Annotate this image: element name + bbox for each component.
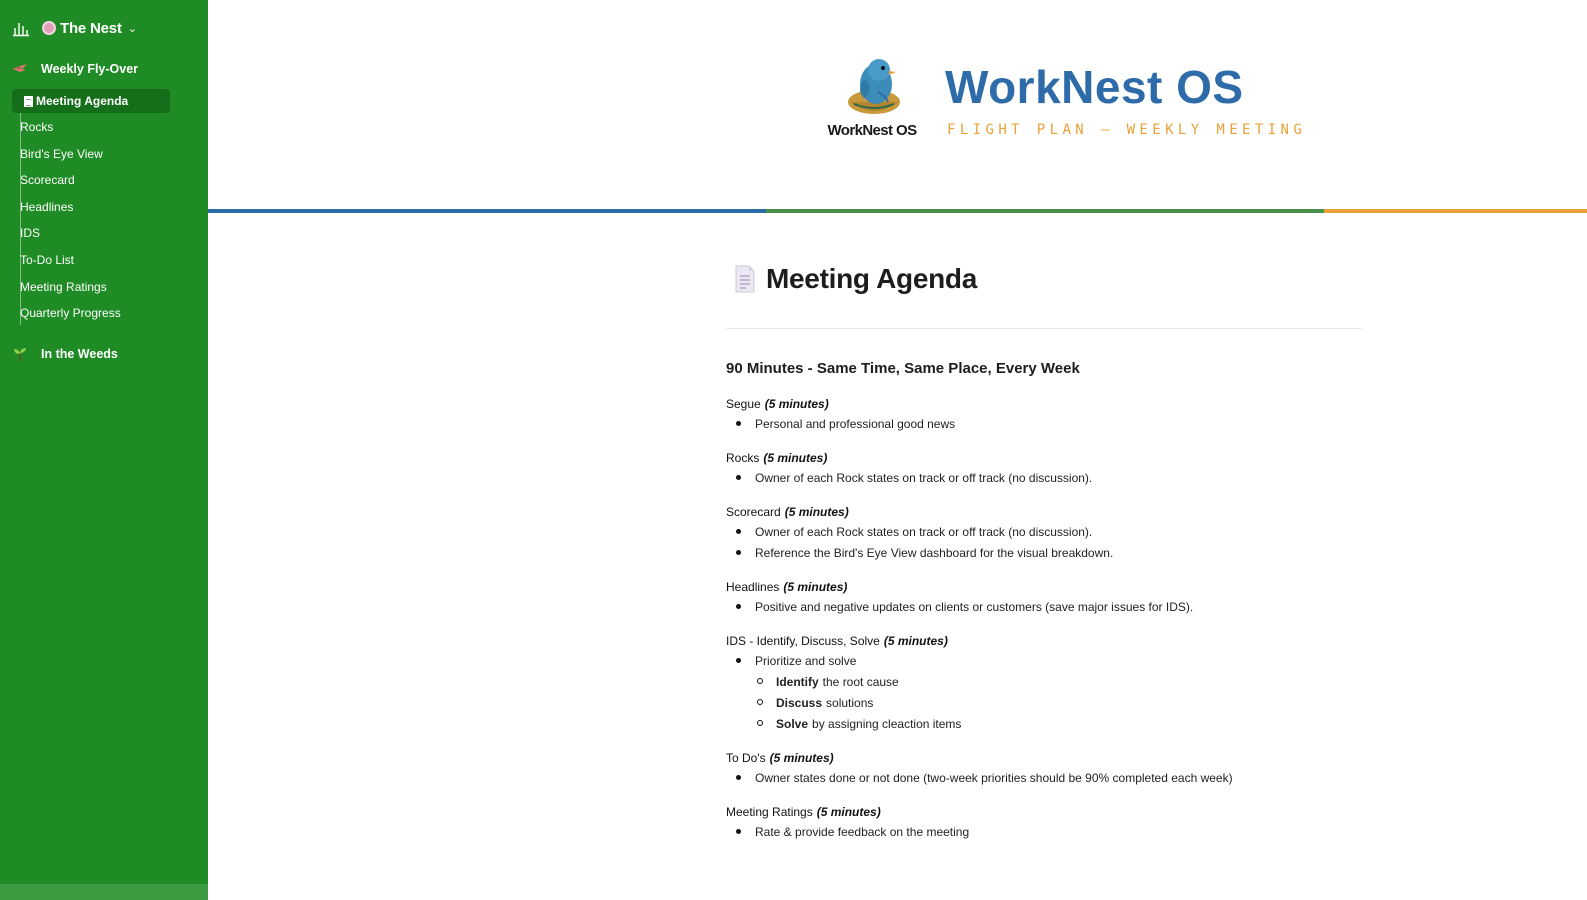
workspace-name: The Nest — [60, 19, 122, 37]
agenda-section-segue — [726, 394, 1362, 434]
agenda-section-rocks — [726, 448, 1362, 488]
sidebar-item-label: Meeting Ratings — [20, 280, 107, 294]
list-item: Owner states done or not done (two-week priorities should be 90% completed each week) — [726, 767, 1362, 788]
page-title-row — [726, 264, 1362, 294]
sidebar-item-ids[interactable] — [20, 221, 178, 245]
section-heading — [726, 802, 1362, 821]
sidebar-footer — [0, 884, 208, 900]
sub-item-keyword: Identify — [776, 674, 819, 689]
page-title: Meeting Agenda — [766, 263, 977, 294]
sidebar-item-label: Quarterly Progress — [20, 306, 121, 320]
sidebar-item-headlines[interactable] — [20, 195, 178, 219]
sidebar-group-weekly-fly-over[interactable] — [12, 62, 138, 76]
sidebar-item-rocks[interactable] — [20, 115, 178, 139]
banner-stripe-blue — [208, 209, 766, 213]
section-name: Rocks — [726, 450, 760, 465]
section-heading — [726, 448, 1362, 467]
section-name: Scorecard — [726, 504, 781, 519]
page-body — [726, 264, 1362, 842]
section-duration: (5 minutes) — [816, 804, 881, 819]
section-name: Segue — [726, 396, 761, 411]
sidebar-item-birds-eye-view[interactable] — [20, 142, 178, 166]
list-item: Owner of each Rock states on track or off track (no discussion). — [726, 467, 1362, 488]
sidebar-item-meeting-ratings[interactable] — [20, 275, 178, 299]
sidebar-item-label: To-Do List — [20, 253, 75, 267]
nest-emoji-icon — [42, 21, 56, 35]
sidebar-item-label: Bird's Eye View — [20, 147, 103, 161]
sub-list-item — [726, 692, 1362, 713]
section-duration: (5 minutes) — [784, 504, 849, 519]
sidebar-item-quarterly-progress[interactable] — [20, 301, 178, 325]
list-item: Rate & provide feedback on the meeting — [726, 821, 1362, 842]
section-name: Headlines — [726, 579, 780, 594]
document-icon — [24, 96, 33, 107]
brand-title: WorkNest OS — [945, 61, 1244, 113]
section-heading — [726, 394, 1362, 413]
sprout-icon — [12, 347, 28, 361]
sidebar-item-scorecard[interactable] — [20, 168, 178, 192]
sidebar-item-to-do-list[interactable] — [20, 248, 178, 272]
sub-item-keyword: Discuss — [776, 695, 823, 710]
list-item: Owner of each Rock states on track or off track (no discussion). — [726, 521, 1362, 542]
logo-text: WorkNest OS — [827, 122, 917, 139]
chevron-down-icon[interactable]: ⌄ — [127, 22, 137, 35]
list-item: Reference the Bird's Eye View dashboard for the visual breakdown. — [726, 542, 1362, 563]
chart-icon[interactable] — [12, 19, 30, 37]
sub-item-text: by assigning cleaction items — [812, 716, 962, 731]
section-heading — [726, 631, 1362, 650]
section-name: IDS - Identify, Discuss, Solve — [726, 633, 880, 648]
agenda-section-meeting-ratings — [726, 802, 1362, 842]
section-heading — [726, 502, 1362, 521]
divider — [726, 328, 1362, 329]
sidebar-item-label: Scorecard — [20, 173, 75, 187]
sidebar-group-label: In the Weeds — [41, 347, 118, 361]
section-duration: (5 minutes) — [764, 396, 829, 411]
agenda-section-to-dos — [726, 748, 1362, 788]
section-name: To Do's — [726, 750, 766, 765]
sidebar-item-label: Rocks — [20, 120, 54, 134]
section-heading — [726, 577, 1362, 596]
section-duration: (5 minutes) — [769, 750, 834, 765]
section-name: Meeting Ratings — [726, 804, 813, 819]
section-duration: (5 minutes) — [783, 579, 848, 594]
sidebar-group-label: Weekly Fly-Over — [41, 62, 139, 76]
agenda-section-ids — [726, 631, 1362, 734]
section-heading — [726, 748, 1362, 767]
list-item: Prioritize and solve — [726, 650, 1362, 671]
banner-stripe-orange — [1324, 209, 1587, 213]
sub-item-text: the root cause — [822, 674, 899, 689]
sidebar-item-meeting-agenda[interactable] — [12, 89, 170, 113]
workspace-switcher[interactable] — [12, 17, 137, 39]
list-item: Positive and negative updates on clients or customers (save major issues for IDS). — [726, 596, 1362, 617]
sidebar-item-label: IDS — [20, 226, 41, 240]
main-content — [208, 0, 1587, 900]
sidebar-item-label: Meeting Agenda — [36, 94, 129, 108]
document-icon[interactable] — [734, 265, 756, 293]
sidebar-group-in-the-weeds[interactable] — [12, 347, 118, 361]
bird-icon — [12, 62, 28, 76]
list-item: Personal and professional good news — [726, 413, 1362, 434]
sub-list-item — [726, 671, 1362, 692]
section-duration: (5 minutes) — [883, 633, 948, 648]
page-banner — [208, 0, 1587, 210]
sidebar-item-label: Headlines — [20, 200, 74, 214]
sub-list-item — [726, 713, 1362, 734]
sidebar — [0, 0, 208, 900]
agenda-section-scorecard — [726, 502, 1362, 563]
banner-stripe-green — [766, 209, 1324, 213]
brand-subtitle: FLIGHT PLAN — WEEKLY MEETING — [947, 122, 1307, 138]
agenda-subtitle: 90 Minutes - Same Time, Same Place, Every Week — [726, 360, 1080, 377]
sub-item-keyword: Solve — [776, 716, 809, 731]
section-duration: (5 minutes) — [763, 450, 828, 465]
agenda-section-headlines — [726, 577, 1362, 617]
sub-item-text: solutions — [826, 695, 874, 710]
